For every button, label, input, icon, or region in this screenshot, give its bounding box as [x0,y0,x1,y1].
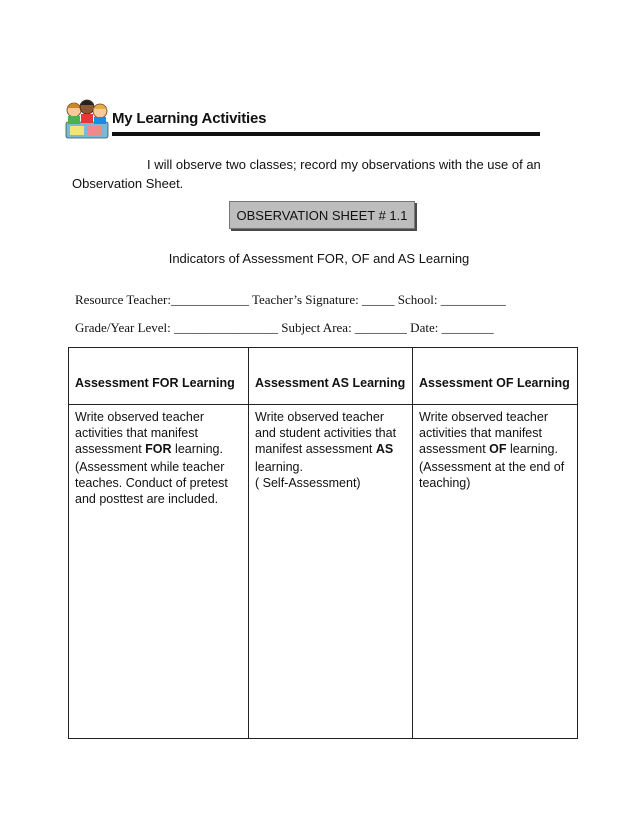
cell-text: assessment [75,442,146,456]
cell-line: (Assessment at the end of [419,460,565,474]
form-line-grade: Grade/Year Level: ________________ Subject Area: ________ Date: ________ [75,320,494,335]
intro-line-1: I will observe two classes; record my observations with the use of an [147,157,541,172]
cell-line: activities that manifest [419,426,542,440]
column-header: Assessment AS Learning [249,348,413,405]
column-header: Assessment OF Learning [413,348,578,405]
cell-bold-text: FOR [145,442,172,456]
cell-bold-text: AS [375,442,394,456]
cell-line: Write observed teacher [75,410,204,424]
form-line-teacher: Resource Teacher:____________ Teacher’s Signature: _____ School: __________ [75,292,506,307]
cell-line: and posttest are included. [75,492,219,506]
cell-line: Write observed teacher [255,410,384,424]
intro-line-2: Observation Sheet. [72,176,184,191]
column-header: Assessment FOR Learning [69,348,249,405]
assessment-table [68,347,578,739]
observation-sheet-label: OBSERVATION SHEET # 1.1 [236,207,408,223]
indicators-title: Indicators of Assessment FOR, OF and AS Learning [168,251,470,266]
cell-text: manifest assessment [255,442,376,456]
title-rule [112,132,540,136]
cell-line: learning. [255,460,303,474]
children-reading-icon [62,96,112,142]
cell-line: and student activities that [255,426,397,440]
cell-line: teaching) [419,476,471,490]
cell-line: teaches. Conduct of pretest [75,476,228,490]
cell-line: Write observed teacher [419,410,548,424]
table-header-row [69,348,578,405]
cell-text: learning. [506,442,558,456]
cell-line [255,441,406,457]
cell-line [419,441,571,457]
intro-paragraph [72,155,562,193]
observation-sheet-label-box [229,201,415,229]
cell-line: (Assessment while teacher [75,460,225,474]
cell-assessment-of [413,405,578,739]
cell-line: activities that manifest [75,426,198,440]
cell-bold-text: OF [489,442,507,456]
cell-line [75,441,242,457]
cell-assessment-for [69,405,249,739]
cell-text: learning. [171,442,223,456]
page-title: My Learning Activities [112,110,267,127]
cell-text: assessment [419,442,490,456]
table-row [69,405,578,739]
cell-line: ( Self-Assessment) [255,476,361,490]
cell-assessment-as [249,405,413,739]
